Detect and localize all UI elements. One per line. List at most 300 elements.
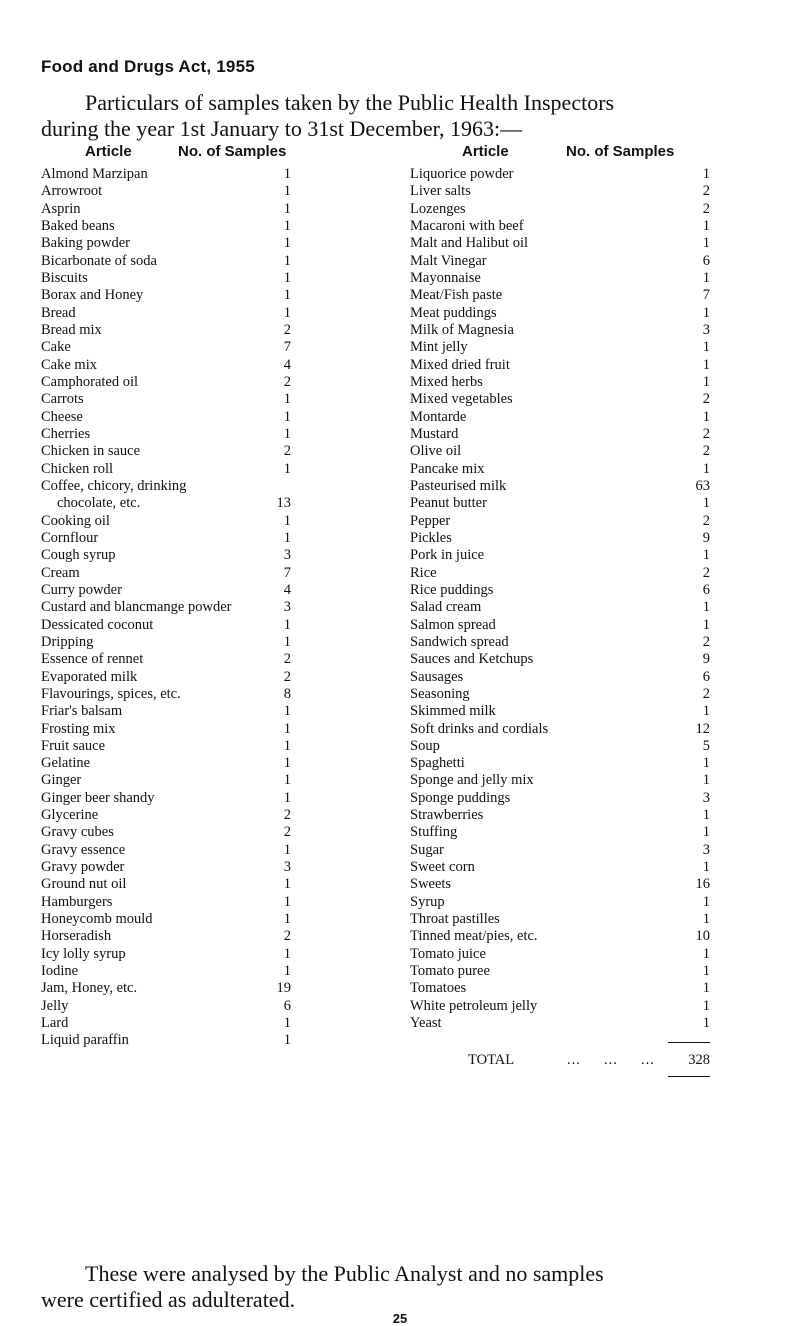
sample-count: 12 <box>695 720 710 737</box>
list-item <box>41 911 291 928</box>
list-item <box>410 426 710 443</box>
sample-count: 2 <box>702 425 710 442</box>
list-item <box>410 547 710 564</box>
list-item <box>410 963 710 980</box>
sample-count: 3 <box>702 321 710 338</box>
document-title: Food and Drugs Act, 1955 <box>41 57 255 76</box>
sample-count: 1 <box>283 945 291 962</box>
sample-count: 4 <box>283 356 291 373</box>
sample-count: 3 <box>702 789 710 806</box>
article-name: Dripping <box>41 633 94 650</box>
article-name: Meat/Fish paste <box>410 287 503 304</box>
list-item <box>41 339 291 356</box>
sample-count: 1 <box>702 495 710 512</box>
article-name: Baking powder <box>41 235 130 252</box>
list-item <box>410 461 710 478</box>
sample-count: 1 <box>283 1015 291 1032</box>
sample-count: 1 <box>283 911 291 928</box>
list-item <box>41 322 291 339</box>
list-item <box>41 772 291 789</box>
article-name: Borax and Honey <box>41 287 144 304</box>
article-name: Glycerine <box>41 807 99 824</box>
list-item <box>41 287 291 304</box>
article-name: Pasteurised milk <box>410 477 507 494</box>
list-item <box>410 565 710 582</box>
article-name: Mustard <box>410 425 459 442</box>
list-item <box>41 807 291 824</box>
list-item <box>410 807 710 824</box>
sample-count: 1 <box>283 200 291 217</box>
article-name: Liquid paraffin <box>41 1032 129 1049</box>
sample-count: 2 <box>283 824 291 841</box>
list-item <box>41 495 291 512</box>
list-item <box>41 235 291 252</box>
article-name: Gravy powder <box>41 859 125 876</box>
sample-count: 1 <box>702 807 710 824</box>
sample-count: 1 <box>283 963 291 980</box>
right-article-header: Article <box>462 143 509 160</box>
list-item <box>410 824 710 841</box>
article-name: Liver salts <box>410 183 471 200</box>
sample-count: 7 <box>702 287 710 304</box>
list-item <box>41 651 291 668</box>
sample-count: 2 <box>283 651 291 668</box>
page-number: 25 <box>392 1311 408 1326</box>
list-item <box>410 478 710 495</box>
article-name: Mixed herbs <box>410 373 483 390</box>
total-label: TOTAL <box>468 1052 515 1068</box>
list-item <box>410 305 710 322</box>
article-name: Pickles <box>410 529 452 546</box>
list-item <box>410 669 710 686</box>
list-item <box>41 1015 291 1032</box>
article-name: Iodine <box>41 963 79 980</box>
sample-count: 2 <box>702 512 710 529</box>
sample-count: 1 <box>283 755 291 772</box>
list-item <box>410 253 710 270</box>
list-item <box>410 339 710 356</box>
left-samples-header: No. of Samples <box>178 143 287 160</box>
sample-count: 1 <box>283 287 291 304</box>
heading-line-2: during the year 1st January to 31st December, 1963:— <box>41 116 523 141</box>
article-name: Biscuits <box>41 269 88 286</box>
list-item <box>410 391 710 408</box>
article-name: Cherries <box>41 425 91 442</box>
footer-note <box>41 1261 761 1313</box>
sample-count: 1 <box>283 703 291 720</box>
right-samples-header: No. of Samples <box>566 143 675 160</box>
sample-count: 1 <box>283 460 291 477</box>
list-item <box>410 686 710 703</box>
list-item <box>41 963 291 980</box>
sample-count: 10 <box>695 928 710 945</box>
sample-count: 6 <box>283 997 291 1014</box>
list-item <box>410 876 710 893</box>
left-article-list <box>41 166 291 1050</box>
article-name: Liquorice powder <box>410 166 514 182</box>
list-item <box>41 391 291 408</box>
article-name: Frosting mix <box>41 720 116 737</box>
sample-count: 1 <box>283 529 291 546</box>
article-name: Cheese <box>41 408 83 425</box>
list-item <box>41 876 291 893</box>
list-item <box>410 235 710 252</box>
article-name: chocolate, etc. <box>57 495 141 512</box>
article-name: Asprin <box>41 200 81 217</box>
sample-count: 1 <box>283 512 291 529</box>
sample-count: 6 <box>702 668 710 685</box>
sample-count: 1 <box>283 408 291 425</box>
article-name: Fruit sauce <box>41 737 106 754</box>
sample-count: 1 <box>283 252 291 269</box>
list-item <box>410 738 710 755</box>
article-name: Honeycomb mould <box>41 911 153 928</box>
article-name: Montarde <box>410 408 467 425</box>
sample-count: 1 <box>283 166 291 182</box>
article-name: Stuffing <box>410 824 458 841</box>
sample-count: 1 <box>283 304 291 321</box>
list-item <box>410 859 710 876</box>
article-name: Peanut butter <box>410 495 487 512</box>
article-name: Mixed dried fruit <box>410 356 510 373</box>
sample-count: 1 <box>283 235 291 252</box>
sample-count: 1 <box>283 391 291 408</box>
list-item <box>41 669 291 686</box>
article-name: Bicarbonate of soda <box>41 252 157 269</box>
list-item <box>41 738 291 755</box>
article-name: Sweets <box>410 876 452 893</box>
list-item <box>410 894 710 911</box>
article-name: Coffee, chicory, drinking <box>41 477 187 494</box>
sample-count: 8 <box>283 685 291 702</box>
list-item <box>41 461 291 478</box>
sample-count: 1 <box>283 183 291 200</box>
list-item <box>410 443 710 460</box>
list-item <box>410 790 710 807</box>
list-item <box>410 634 710 651</box>
sample-count: 9 <box>702 651 710 668</box>
article-name: Soft drinks and cordials <box>410 720 549 737</box>
article-name: Bread <box>41 304 76 321</box>
article-name: Cornflour <box>41 529 99 546</box>
list-item <box>41 166 291 183</box>
article-name: Tinned meat/pies, etc. <box>410 928 538 945</box>
total-rule-top <box>668 1042 710 1043</box>
article-name: Dessicated coconut <box>41 616 154 633</box>
sample-count: 7 <box>283 564 291 581</box>
sample-count: 1 <box>283 720 291 737</box>
list-item <box>41 703 291 720</box>
article-name: Ginger <box>41 772 82 789</box>
article-name: Horseradish <box>41 928 112 945</box>
list-item <box>410 980 710 997</box>
list-item <box>410 928 710 945</box>
sample-count: 2 <box>702 564 710 581</box>
article-name: Skimmed milk <box>410 703 496 720</box>
article-name: Gravy essence <box>41 841 126 858</box>
sample-count: 1 <box>702 755 710 772</box>
list-item <box>41 426 291 443</box>
total-leader-dots: ... ... ... <box>567 1052 655 1068</box>
list-item <box>410 201 710 218</box>
article-name: Evaporated milk <box>41 668 138 685</box>
sample-count: 1 <box>283 425 291 442</box>
sample-count: 1 <box>702 373 710 390</box>
sample-count: 1 <box>702 217 710 234</box>
article-name: Baked beans <box>41 217 115 234</box>
article-name: Yeast <box>410 1015 442 1032</box>
list-item <box>410 617 710 634</box>
article-name: Jam, Honey, etc. <box>41 980 138 997</box>
right-article-list <box>410 166 710 1032</box>
sample-count: 19 <box>276 980 291 997</box>
article-name: Lard <box>41 1015 69 1032</box>
list-item <box>410 772 710 789</box>
article-name: Essence of rennet <box>41 651 144 668</box>
list-item <box>410 218 710 235</box>
list-item <box>410 357 710 374</box>
sample-count: 1 <box>702 269 710 286</box>
sample-count: 1 <box>702 824 710 841</box>
sample-count: 2 <box>283 807 291 824</box>
sample-count: 1 <box>283 1032 291 1049</box>
list-item <box>410 513 710 530</box>
article-name: Ground nut oil <box>41 876 127 893</box>
left-article-header: Article <box>85 143 132 160</box>
article-name: Salad cream <box>410 599 482 616</box>
article-name: Sandwich spread <box>410 633 509 650</box>
list-item <box>410 703 710 720</box>
article-name: Cooking oil <box>41 512 110 529</box>
list-item <box>410 582 710 599</box>
sample-count: 1 <box>702 339 710 356</box>
sample-count: 1 <box>283 893 291 910</box>
article-name: Salmon spread <box>410 616 496 633</box>
sample-count: 1 <box>702 772 710 789</box>
sample-count: 1 <box>702 166 710 182</box>
list-item <box>410 911 710 928</box>
article-name: Pepper <box>410 512 451 529</box>
sample-count: 1 <box>283 633 291 650</box>
article-name: Lozenges <box>410 200 466 217</box>
sample-count: 2 <box>702 685 710 702</box>
sample-count: 3 <box>702 841 710 858</box>
article-name: Chicken roll <box>41 460 114 477</box>
list-item <box>41 946 291 963</box>
sample-count: 2 <box>283 928 291 945</box>
list-item <box>41 357 291 374</box>
sample-count: 1 <box>702 911 710 928</box>
article-name: Macaroni with beef <box>410 217 524 234</box>
article-name: Malt and Halibut oil <box>410 235 528 252</box>
article-name: Sponge and jelly mix <box>410 772 534 789</box>
sample-count: 16 <box>695 876 710 893</box>
list-item <box>41 253 291 270</box>
list-item <box>41 565 291 582</box>
list-item <box>41 443 291 460</box>
article-name: Pancake mix <box>410 460 485 477</box>
sample-count: 2 <box>283 321 291 338</box>
list-item <box>41 634 291 651</box>
list-item <box>41 928 291 945</box>
sample-count: 3 <box>283 599 291 616</box>
list-item <box>410 599 710 616</box>
list-item <box>410 998 710 1015</box>
list-item <box>41 183 291 200</box>
sample-count: 1 <box>283 772 291 789</box>
list-item <box>41 409 291 426</box>
article-name: Olive oil <box>410 443 462 460</box>
total-rule-bottom <box>668 1076 710 1077</box>
sample-count: 1 <box>702 356 710 373</box>
article-name: Syrup <box>410 893 445 910</box>
article-name: Almond Marzipan <box>41 166 148 182</box>
sample-count: 1 <box>702 980 710 997</box>
sample-count: 1 <box>702 408 710 425</box>
sample-count: 2 <box>702 391 710 408</box>
article-name: Malt Vinegar <box>410 252 487 269</box>
list-item <box>41 824 291 841</box>
sample-count: 3 <box>283 859 291 876</box>
article-name: Cake mix <box>41 356 97 373</box>
heading-line-1: Particulars of samples taken by the Public Health Inspectors <box>85 90 615 115</box>
article-name: Bread mix <box>41 321 102 338</box>
sample-count: 2 <box>702 183 710 200</box>
list-item <box>41 582 291 599</box>
article-name: Sugar <box>410 841 444 858</box>
sample-count: 1 <box>283 789 291 806</box>
list-item <box>41 513 291 530</box>
list-item <box>41 478 291 495</box>
article-name: Tomato puree <box>410 963 490 980</box>
sample-count: 1 <box>283 737 291 754</box>
sample-count: 6 <box>702 252 710 269</box>
sample-count: 2 <box>702 200 710 217</box>
article-name: Meat puddings <box>410 304 497 321</box>
sample-count: 7 <box>283 339 291 356</box>
article-name: Hamburgers <box>41 893 113 910</box>
article-name: Tomatoes <box>410 980 467 997</box>
article-name: Rice puddings <box>410 581 494 598</box>
list-item <box>41 599 291 616</box>
list-item <box>410 842 710 859</box>
article-name: Curry powder <box>41 581 122 598</box>
article-name: White petroleum jelly <box>410 997 538 1014</box>
footer-line-1: These were analysed by the Public Analyst and no samples <box>85 1261 604 1286</box>
article-name: Arrowroot <box>41 183 103 200</box>
list-item <box>41 617 291 634</box>
list-item <box>41 530 291 547</box>
sample-count: 1 <box>702 703 710 720</box>
article-name: Ginger beer shandy <box>41 789 155 806</box>
list-item <box>41 998 291 1015</box>
list-item <box>410 946 710 963</box>
total-value: 328 <box>688 1052 710 1068</box>
sample-count: 1 <box>702 945 710 962</box>
sample-count: 5 <box>702 737 710 754</box>
list-item <box>410 495 710 512</box>
list-item <box>41 790 291 807</box>
sample-count: 1 <box>702 304 710 321</box>
sample-count: 2 <box>283 373 291 390</box>
list-item <box>410 166 710 183</box>
list-item <box>41 859 291 876</box>
article-name: Seasoning <box>410 685 470 702</box>
article-name: Strawberries <box>410 807 484 824</box>
sample-count: 2 <box>702 443 710 460</box>
sample-count: 1 <box>283 217 291 234</box>
list-item <box>41 980 291 997</box>
article-name: Gelatine <box>41 755 91 772</box>
footer-line-2: were certified as adulterated. <box>41 1287 296 1312</box>
article-name: Tomato juice <box>410 945 486 962</box>
article-name: Chicken in sauce <box>41 443 141 460</box>
article-name: Sausages <box>410 668 464 685</box>
sample-count: 1 <box>702 460 710 477</box>
sample-count: 1 <box>702 963 710 980</box>
sample-count: 1 <box>702 616 710 633</box>
sample-count: 1 <box>283 841 291 858</box>
article-name: Cough syrup <box>41 547 116 564</box>
list-item <box>41 842 291 859</box>
sample-count: 2 <box>283 668 291 685</box>
article-name: Sauces and Ketchups <box>410 651 534 668</box>
list-item <box>410 1015 710 1032</box>
sample-count: 1 <box>702 599 710 616</box>
sample-count: 1 <box>702 997 710 1014</box>
list-item <box>410 183 710 200</box>
sample-count: 2 <box>702 633 710 650</box>
list-item <box>41 305 291 322</box>
sample-count: 9 <box>702 529 710 546</box>
sample-count: 1 <box>283 876 291 893</box>
article-name: Pork in juice <box>410 547 485 564</box>
article-name: Rice <box>410 564 437 581</box>
list-item <box>410 287 710 304</box>
list-item <box>410 721 710 738</box>
sample-count: 1 <box>702 547 710 564</box>
article-name: Camphorated oil <box>41 373 139 390</box>
list-item <box>410 755 710 772</box>
list-item <box>41 894 291 911</box>
list-item <box>410 651 710 668</box>
article-name: Jelly <box>41 997 69 1014</box>
list-item <box>410 322 710 339</box>
sample-count: 6 <box>702 581 710 598</box>
article-name: Flavourings, spices, etc. <box>41 685 181 702</box>
sample-count: 4 <box>283 581 291 598</box>
report-heading <box>41 90 761 142</box>
list-item <box>410 270 710 287</box>
sample-count: 1 <box>283 269 291 286</box>
article-name: Milk of Magnesia <box>410 321 514 338</box>
list-item <box>41 755 291 772</box>
article-name: Soup <box>410 737 440 754</box>
list-item <box>41 1032 291 1049</box>
list-item <box>410 374 710 391</box>
sample-count: 63 <box>695 477 710 494</box>
article-name: Throat pastilles <box>410 911 500 928</box>
sample-count: 3 <box>283 547 291 564</box>
sample-count: 1 <box>702 859 710 876</box>
list-item <box>41 201 291 218</box>
list-item <box>41 374 291 391</box>
sample-count: 1 <box>283 616 291 633</box>
article-name: Cream <box>41 564 80 581</box>
list-item <box>41 270 291 287</box>
sample-count: 1 <box>702 235 710 252</box>
article-name: Icy lolly syrup <box>41 945 126 962</box>
